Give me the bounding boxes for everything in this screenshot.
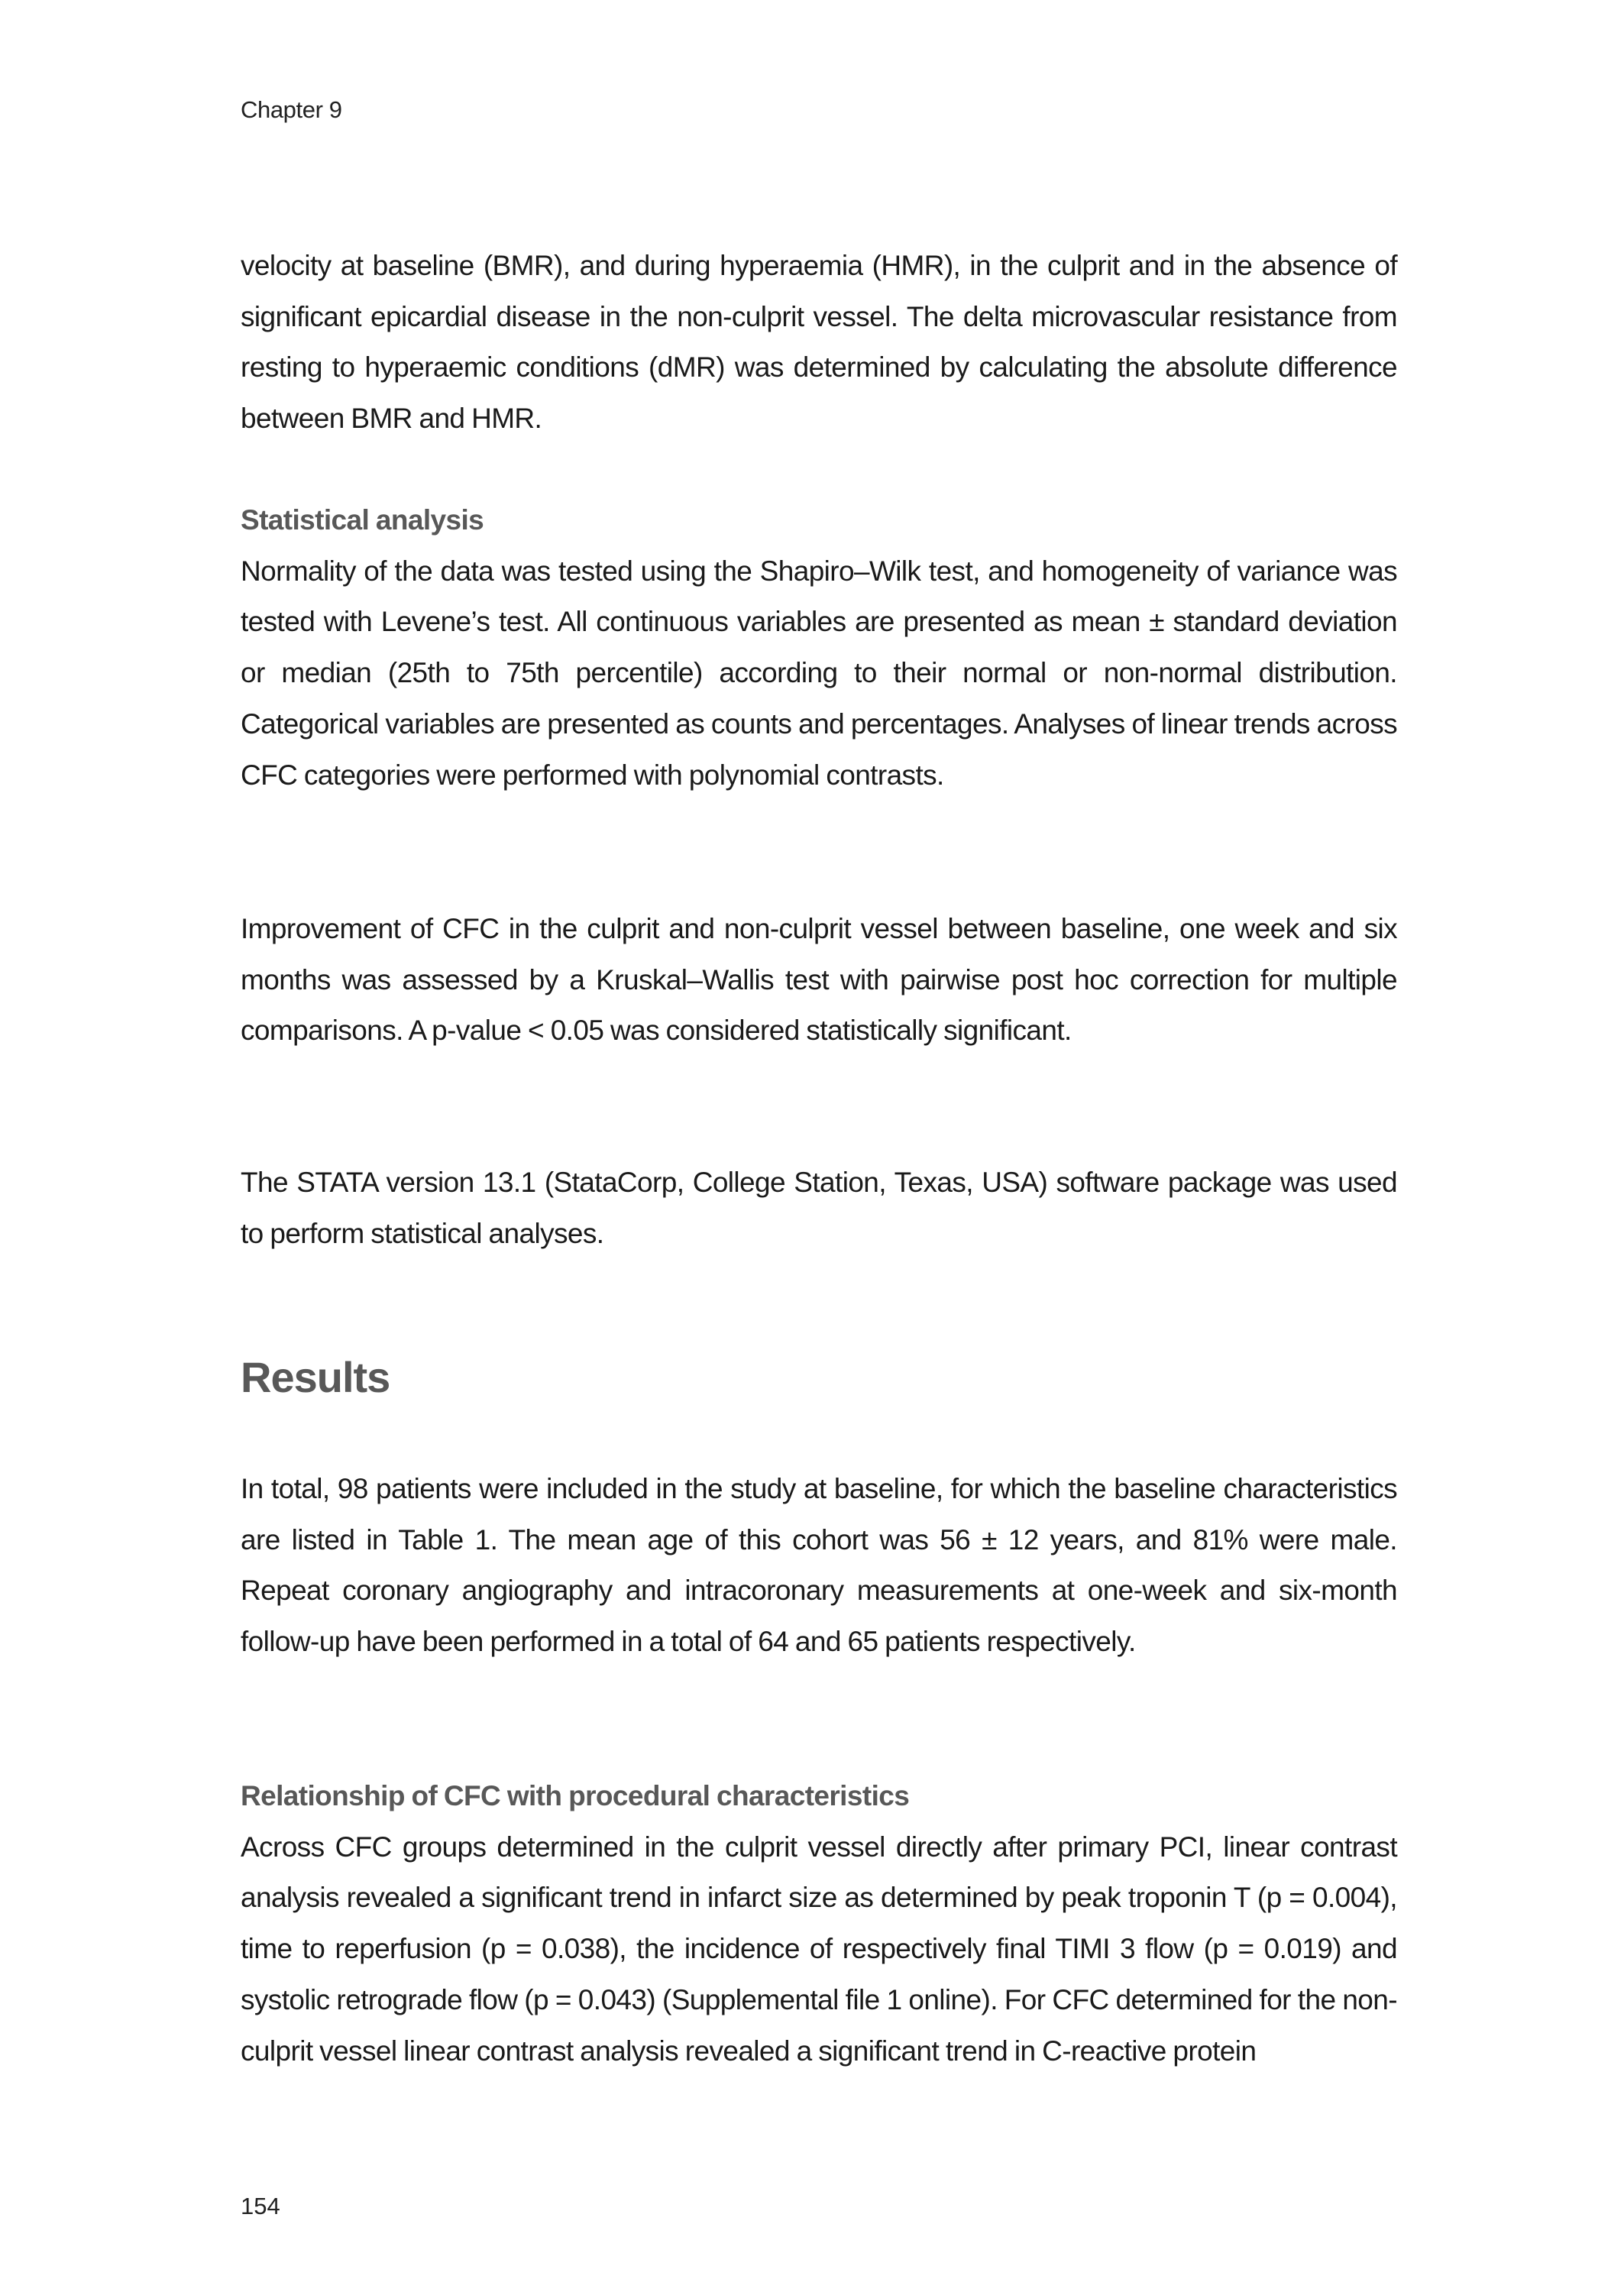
section-heading: Relationship of CFC with procedural characteristics xyxy=(241,1780,910,1811)
paragraph-text: Across CFC groups determined in the culprit vessel directly after primary PCI, linear contrast analysis revealed a significant trend in infarct size as determined by peak troponin T (p = 0.004), time to reperfusion (p = 0.038), the incidence of respectively final TIMI 3 flow (p = 0.019) and systolic retrograde flow (p = 0.043) (Supplemental file 1 online). For CFC determined for the non-culprit vessel linear contrast analysis revealed a significant trend in C-reactive protein xyxy=(241,1831,1397,2067)
paragraph-text: velocity at baseline (BMR), and during hyperaemia (HMR), in the culprit and in the absence of significant epicardial disease in the non-culprit vessel. The delta microvascular resistance from resting to hyperaemic conditions (dMR) was determined by calculating the absolute difference between BMR and HMR. xyxy=(241,250,1397,435)
running-head: Chapter 9 xyxy=(241,96,342,123)
statistical-analysis-section xyxy=(241,495,1397,801)
paragraph-text: In total, 98 patients were included in the study at baseline, for which the baseline characteristics are listed in Table 1. The mean age of this cohort was 56 ± 12 years, and 81% were male. Repeat coronary angiography and intracoronary measurements at one-week and six-month follow-up have been performed in a total of 64 and 65 patients respectively. xyxy=(241,1473,1397,1658)
kruskal-wallis-paragraph xyxy=(241,904,1397,1057)
paragraph-text: Normality of the data was tested using the Shapiro–Wilk test, and homogeneity of variance was tested with Levene’s test. All continuous variables are presented as mean ± standard deviation or median (25th to 75th percentile) according to their normal or non-normal distribution. Categorical variables are presented as counts and percentages. Analyses of linear trends across CFC categories were performed with polynomial contrasts. xyxy=(241,555,1397,791)
paragraph-text: The STATA version 13.1 (StataCorp, College Station, Texas, USA) software package was used to perform statistical analyses. xyxy=(241,1167,1397,1249)
paragraph-text: Improvement of CFC in the culprit and non-culprit vessel between baseline, one week and six months was assessed by a Kruskal–Wallis test with pairwise post hoc correction for multiple comparisons. A p-value < 0.05 was considered statistically significant. xyxy=(241,913,1397,1047)
cfc-procedural-section xyxy=(241,1771,1397,2077)
results-paragraph xyxy=(241,1464,1397,1668)
page-number: 154 xyxy=(241,2193,280,2219)
methods-paragraph xyxy=(241,241,1397,445)
results-heading: Results xyxy=(241,1353,390,1401)
section-heading: Statistical analysis xyxy=(241,504,484,536)
stata-paragraph xyxy=(241,1157,1397,1259)
